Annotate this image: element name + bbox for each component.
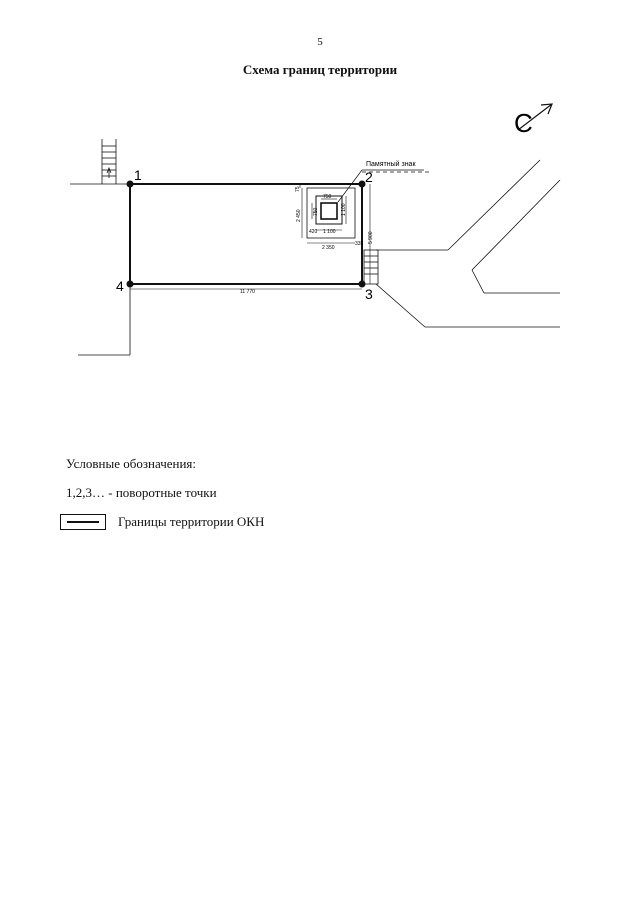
legend-title: Условные обозначения: [66, 456, 197, 471]
monument-inner [321, 203, 337, 219]
page-title: Схема границ территории [242, 62, 398, 77]
dim-total-length: 11 770 [240, 289, 255, 295]
monument-label: Памятный знак [366, 161, 416, 168]
point-label-2: 2 [365, 169, 373, 185]
monument-leader [338, 170, 362, 202]
context-lines [70, 139, 560, 355]
dim-base-height: 2 450 [296, 209, 302, 222]
point-label-3: 3 [365, 286, 373, 302]
dim-inner-height: 750 [313, 207, 319, 216]
north-label: С [514, 108, 533, 138]
corner-point-1 [127, 181, 134, 188]
dim-right-offset: 335 [355, 241, 364, 247]
legend-points-desc: 1,2,3… - поворотные точки [66, 485, 217, 500]
dim-outer-height: 1 100 [341, 203, 347, 216]
dim-total-width: 5 900 [368, 231, 374, 244]
dim-base-width: 2 350 [322, 245, 335, 251]
dimension-lines [130, 184, 370, 289]
north-arrow [514, 104, 552, 138]
monument-outer [316, 196, 342, 224]
point-label-1: 1 [134, 167, 142, 183]
page-number: 5 [317, 36, 323, 48]
dim-inner-size: 750 [323, 194, 332, 200]
dim-top-offset: 75 [295, 186, 301, 192]
territory-scheme [0, 95, 640, 395]
dim-outer-width: 1 100 [323, 229, 336, 235]
corner-point-4 [127, 281, 134, 288]
legend-boundary-desc: Границы территории ОКН [118, 514, 265, 529]
legend-boundary-swatch [60, 514, 106, 530]
point-label-4: 4 [116, 278, 124, 294]
dim-left-offset: 420 [309, 229, 318, 235]
